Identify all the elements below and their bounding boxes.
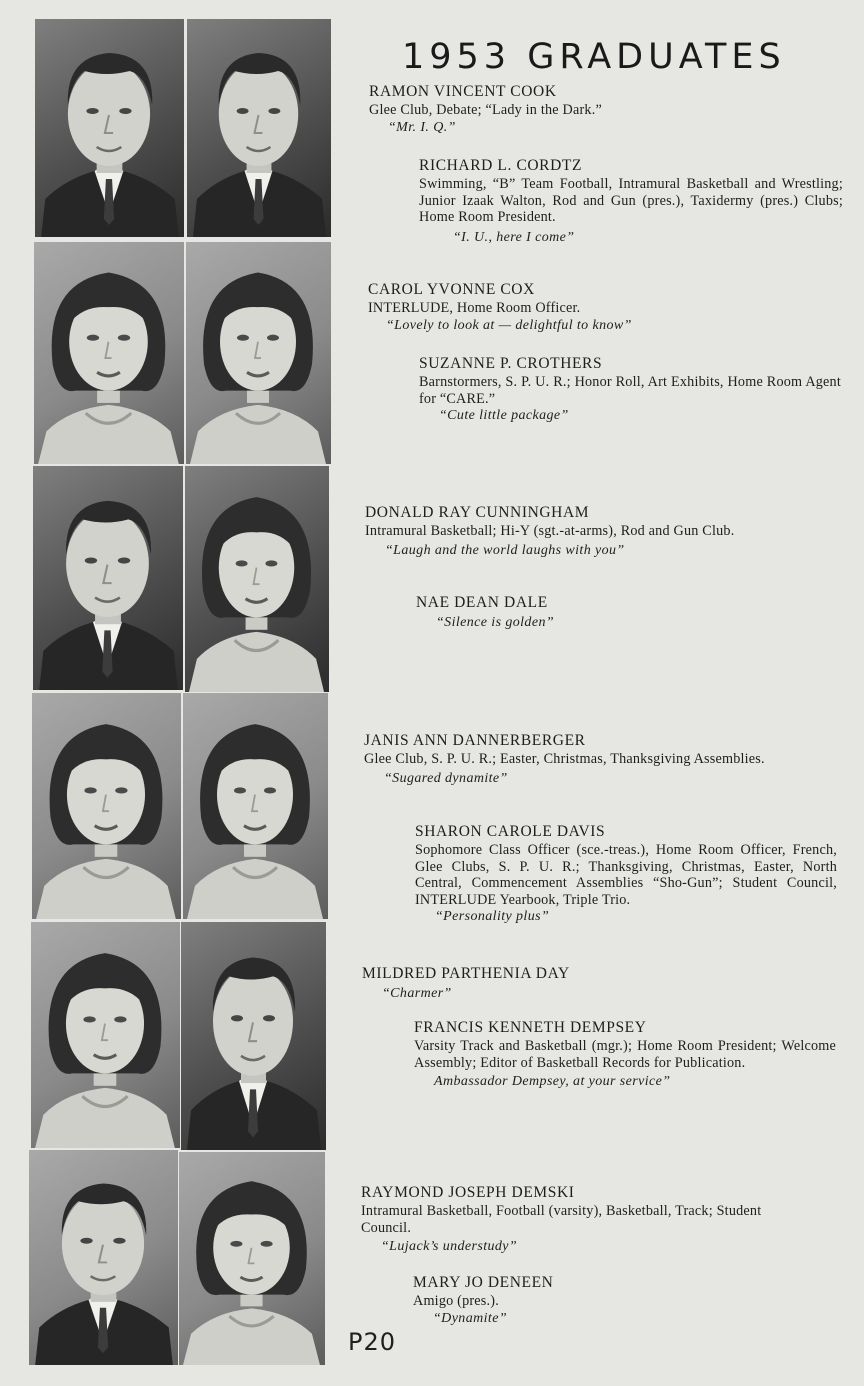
graduate-activities: Varsity Track and Basketball (mgr.); Home Room President; Welcome Assembly; Editor of Basketball Records for Publication. bbox=[414, 1038, 836, 1071]
graduate-activities: Sophomore Class Officer (sce.-treas.), Home Room Officer, French, Glee Clubs, S. P. U. R.; Thanksgiving, Christmas, Easter, North Central, Commencement Assemblies “Sho-Gun”; Student Council, INTERLUDE Yearbook, Triple Trio. bbox=[415, 842, 837, 908]
portrait-raymond-demski bbox=[29, 1150, 178, 1365]
graduate-name: RAMON VINCENT COOK bbox=[369, 83, 557, 100]
entry-carol-cox bbox=[368, 281, 838, 334]
graduate-quote: “Personality plus” bbox=[435, 909, 550, 925]
graduate-name: MILDRED PARTHENIA DAY bbox=[362, 965, 570, 982]
portrait-richard-cordtz bbox=[187, 19, 331, 237]
entry-nae-dean-dale bbox=[416, 594, 716, 631]
graduate-activities: Intramural Basketball; Hi-Y (sgt.-at-arms), Rod and Gun Club. bbox=[365, 523, 735, 539]
graduate-activities: Glee Club, S. P. U. R.; Easter, Christmas, Thanksgiving Assemblies. bbox=[364, 751, 765, 767]
graduate-quote: “Laugh and the world laughs with you” bbox=[385, 542, 625, 558]
graduate-quote: “Lujack’s understudy” bbox=[381, 1239, 518, 1255]
graduate-activities: Barnstormers, S. P. U. R.; Honor Roll, Art Exhibits, Home Room Agent for “CARE.” bbox=[419, 374, 841, 407]
graduate-name: SUZANNE P. CROTHERS bbox=[419, 355, 603, 372]
portrait-mildred-day bbox=[31, 922, 180, 1148]
graduate-name: RICHARD L. CORDTZ bbox=[419, 157, 583, 174]
graduate-activities: INTERLUDE, Home Room Officer. bbox=[368, 300, 581, 316]
graduate-quote: “Lovely to look at — delightful to know” bbox=[386, 317, 632, 333]
entry-janis-dannerberger bbox=[364, 732, 786, 787]
graduate-quote: “Dynamite” bbox=[433, 1310, 507, 1326]
portrait-sharon-davis bbox=[183, 693, 328, 919]
entry-raymond-demski bbox=[361, 1184, 783, 1255]
portrait-donald-cunningham bbox=[33, 466, 183, 690]
portrait-janis-dannerberger bbox=[32, 693, 181, 919]
graduate-name: CAROL YVONNE COX bbox=[368, 281, 535, 298]
graduate-name: MARY JO DENEEN bbox=[413, 1274, 554, 1291]
entry-francis-dempsey bbox=[414, 1019, 836, 1090]
graduate-quote: Ambassador Dempsey, at your service” bbox=[434, 1074, 671, 1090]
graduate-name: DONALD RAY CUNNINGHAM bbox=[365, 504, 590, 521]
portrait-francis-dempsey bbox=[181, 922, 326, 1150]
graduate-quote: “Charmer” bbox=[382, 986, 452, 1001]
graduate-quote: “Sugared dynamite” bbox=[384, 770, 508, 786]
graduate-name: SHARON CAROLE DAVIS bbox=[415, 823, 606, 840]
graduate-activities: Amigo (pres.). bbox=[413, 1293, 499, 1309]
portrait-carol-cox bbox=[34, 242, 184, 464]
entry-mildred-day bbox=[362, 965, 762, 1002]
graduate-quote: “Mr. I. Q.” bbox=[388, 119, 456, 135]
graduate-quote: “Silence is golden” bbox=[436, 615, 555, 630]
graduate-activities: Intramural Basketball, Football (varsity), Basketball, Track; Student Council. bbox=[361, 1203, 762, 1236]
portrait-ramon-cook bbox=[35, 19, 184, 237]
entry-sharon-davis bbox=[415, 823, 837, 925]
graduate-activities: Swimming, “B” Team Football, Intramural Basketball and Wrestling; Junior Izaak Walton, Rod and Gun (pres.), Taxidermy (pres.) Clubs; Home Room President. bbox=[419, 176, 843, 226]
graduate-name: FRANCIS KENNETH DEMPSEY bbox=[414, 1019, 647, 1036]
portrait-nae-dean-dale bbox=[185, 466, 329, 692]
graduate-name: JANIS ANN DANNERBERGER bbox=[364, 732, 586, 749]
entry-mary-jo-deneen bbox=[413, 1274, 713, 1327]
graduate-quote: “Cute little package” bbox=[439, 408, 569, 424]
graduate-quote: “I. U., here I come” bbox=[453, 229, 575, 245]
page-number: P20 bbox=[348, 1328, 397, 1356]
entry-suzanne-crothers bbox=[419, 355, 841, 424]
page-title: 1953 GRADUATES bbox=[402, 37, 786, 78]
entry-donald-cunningham bbox=[365, 504, 790, 559]
graduate-name: RAYMOND JOSEPH DEMSKI bbox=[361, 1184, 575, 1201]
entry-ramon-cook bbox=[369, 83, 839, 136]
graduate-activities: Glee Club, Debate; “Lady in the Dark.” bbox=[369, 102, 602, 118]
entry-richard-cordtz bbox=[419, 157, 843, 246]
graduate-name: NAE DEAN DALE bbox=[416, 594, 548, 611]
portrait-suzanne-crothers bbox=[186, 242, 331, 464]
portrait-mary-jo-deneen bbox=[179, 1152, 325, 1365]
